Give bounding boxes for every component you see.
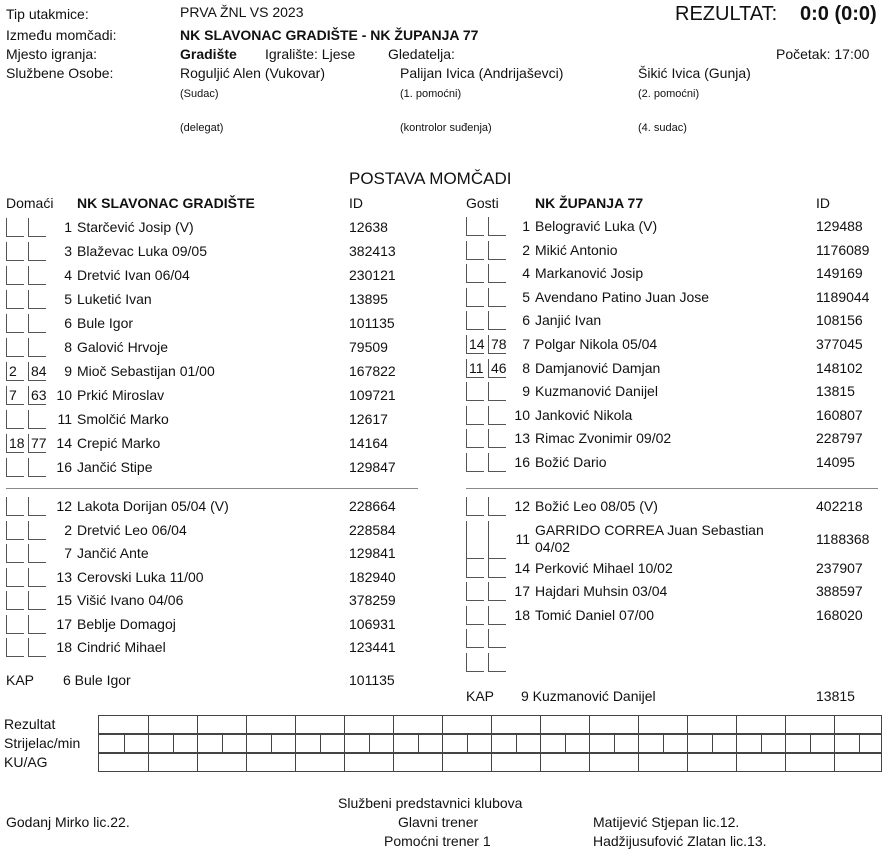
player-id: 123441 [349, 639, 396, 655]
grid-line [638, 754, 639, 771]
predstavnici-title: Službeni predstavnici klubova [338, 795, 523, 811]
home-divider [6, 488, 418, 489]
player-name: Tomić Daniel 07/00 [535, 606, 655, 623]
igraliste: Igralište: Ljese [265, 46, 356, 62]
kontrolor-role: (kontrolor suđenja) [400, 122, 492, 134]
player-id: 228797 [816, 430, 863, 447]
player-name: Damjanović Damjan [535, 359, 661, 376]
player-number: 16 [514, 454, 530, 470]
sub-box-a [6, 544, 24, 563]
player-id: 129841 [349, 545, 396, 561]
grid-line [442, 716, 443, 733]
player-name: Galović Hrvoje [77, 339, 169, 355]
sub-box-b [28, 544, 46, 563]
player-number: 2 [64, 521, 72, 538]
grid-line [344, 754, 345, 771]
grid-line [295, 735, 296, 752]
sub-minute-box: 78 [488, 335, 506, 354]
player-id: 1188368 [816, 530, 870, 547]
grid-line [393, 735, 394, 752]
player-id: 230121 [349, 267, 396, 283]
grid-line [442, 735, 443, 752]
glavni-trener-label: Glavni trener [398, 814, 479, 830]
grid-line [197, 754, 198, 771]
player-id: 382413 [349, 243, 396, 259]
empty-box-a [466, 653, 484, 672]
player-id: 1176089 [816, 241, 870, 258]
player-number: 1 [522, 218, 530, 234]
sub-box-a [466, 521, 484, 559]
grid-line [222, 735, 223, 752]
player-name: Markanović Josip [535, 265, 644, 282]
player-number: 8 [522, 359, 530, 376]
player-name: GARRIDO CORREA Juan Sebastian [535, 521, 764, 538]
player-id: 106931 [349, 615, 396, 632]
sub-in-box [466, 288, 484, 307]
grid-line [344, 716, 345, 733]
player-number: 8 [64, 339, 72, 355]
home-kap-id: 101135 [349, 672, 395, 688]
sub-box-a [466, 559, 484, 578]
sub-in-box [6, 218, 24, 237]
sub-box-a [6, 638, 24, 657]
player-number: 10 [56, 387, 72, 403]
player-id: 101135 [349, 315, 395, 331]
player-number: 11 [515, 530, 530, 547]
sub-minute-box [488, 264, 506, 283]
sub-in-box [466, 264, 484, 283]
player-number: 12 [514, 498, 530, 514]
grid-line [859, 735, 860, 752]
player-number: 3 [64, 243, 72, 259]
sub-minute-box [488, 406, 506, 425]
sub-minute-box [28, 218, 46, 237]
grid-row [98, 753, 882, 772]
player-number: 4 [64, 267, 72, 283]
grid-line [589, 735, 590, 752]
grid-line [614, 735, 615, 752]
sudac-role: (Sudac) [180, 88, 219, 100]
pom1-name: Palijan Ivica (Andrijaševci) [400, 65, 564, 81]
grid-line [785, 716, 786, 733]
sub-in-box: 11 [466, 359, 484, 378]
player-name: Hajdari Muhsin 03/04 [535, 583, 668, 599]
grid-row [98, 734, 882, 753]
grid-line [540, 754, 541, 771]
player-number: 10 [514, 406, 530, 423]
postava-title: POSTAVA MOMČADI [349, 169, 512, 188]
player-name: Jančić Ante [77, 545, 149, 561]
sub-box-b [488, 497, 506, 516]
home-kap: 6 Bule Igor [63, 672, 131, 688]
sub-box-b [28, 568, 46, 587]
player-id: 149169 [816, 265, 863, 282]
sub-in-box [6, 266, 24, 285]
sub-box-a [6, 521, 24, 540]
strijelac-label: Strijelac/min [4, 735, 81, 751]
player-name: Dretvić Leo 06/04 [77, 521, 187, 538]
izmedu-label: Između momčadi: [6, 27, 117, 43]
grid-line [442, 754, 443, 771]
sub-in-box [466, 311, 484, 330]
sudac4-role: (4. sudac) [638, 122, 687, 134]
sub-in-box [6, 290, 24, 309]
grid-line [295, 754, 296, 771]
sub-minute-box: 84 [28, 362, 46, 381]
sub-in-box: 7 [6, 386, 24, 405]
grid-line [834, 735, 835, 752]
grid-line [369, 735, 370, 752]
sub-box-b [488, 559, 506, 578]
player-name: Crepić Marko [77, 435, 161, 451]
player-number: 7 [64, 545, 72, 561]
grid-line [565, 735, 566, 752]
player-name: Božić Leo 08/05 (V) [535, 498, 658, 514]
grid-line [638, 735, 639, 752]
player-name: Božić Dario [535, 454, 607, 470]
sub-in-box [466, 406, 484, 425]
player-id: 13815 [816, 383, 855, 400]
player-id: 129847 [349, 459, 396, 475]
sub-in-box [6, 458, 24, 477]
grid-line [491, 716, 492, 733]
match-teams: NK SLAVONAC GRADIŠTE - NK ŽUPANJA 77 [180, 27, 479, 43]
grid-line [589, 716, 590, 733]
sub-in-box [6, 242, 24, 261]
player-id: 228584 [349, 521, 396, 538]
pom2-name: Šikić Ivica (Gunja) [638, 65, 751, 81]
player-number: 5 [64, 291, 72, 307]
away-kap: 9 Kuzmanović Danijel [521, 688, 656, 704]
player-name: Janjić Ivan [535, 312, 602, 329]
sub-box-b [488, 521, 506, 559]
player-number: 12 [56, 498, 72, 514]
empty-box-b [488, 653, 506, 672]
home-kap-label: KAP [6, 672, 35, 688]
away-id-label: ID [816, 195, 830, 211]
sub-minute-box [488, 241, 506, 260]
pomocni-trener-label: Pomoćni trener 1 [384, 833, 491, 849]
player-id: 168020 [816, 606, 863, 623]
home-team: NK SLAVONAC GRADIŠTE [77, 195, 255, 211]
player-number: 2 [522, 241, 530, 258]
player-number: 6 [522, 312, 530, 329]
grid-line [271, 735, 272, 752]
grid-line [393, 754, 394, 771]
grid-line [663, 735, 664, 752]
sub-minute-box [28, 314, 46, 333]
grid-line [197, 735, 198, 752]
player-number: 4 [522, 265, 530, 282]
player-name: Lakota Dorijan 05/04 (V) [77, 498, 229, 514]
tip-value: PRVA ŽNL VS 2023 [180, 4, 304, 20]
gledatelja: Gledatelja: [388, 46, 455, 62]
pocetak: Početak: 17:00 [776, 46, 870, 62]
player-number: 5 [522, 288, 530, 305]
sub-box-a [466, 582, 484, 601]
sub-in-box [466, 217, 484, 236]
player-name: Dretvić Ivan 06/04 [77, 267, 190, 283]
player-id: 148102 [816, 359, 863, 376]
sub-minute-box: 63 [28, 386, 46, 405]
player-id: 13895 [349, 291, 388, 307]
grid-line [834, 716, 835, 733]
player-id: 109721 [349, 387, 396, 403]
player-id: 12617 [349, 411, 388, 427]
grid-line [810, 735, 811, 752]
grid-line [589, 754, 590, 771]
grid-line [173, 735, 174, 752]
player-number: 17 [56, 615, 72, 632]
player-name: Starčević Josip (V) [77, 219, 194, 235]
grid-line [712, 735, 713, 752]
player-name: Polgar Nikola 05/04 [535, 336, 658, 352]
grid-line [491, 735, 492, 752]
grid-line [148, 716, 149, 733]
sub-minute-box [28, 290, 46, 309]
sub-box-b [488, 606, 506, 625]
sub-box-a [6, 568, 24, 587]
home-id-label: ID [349, 195, 363, 211]
grid-line [736, 735, 737, 752]
pom2-role: (2. pomoćni) [638, 88, 700, 100]
sub-minute-box [28, 338, 46, 357]
home-label: Domaći [6, 195, 54, 211]
empty-box-a [466, 629, 484, 648]
grid-line [393, 716, 394, 733]
kuag-label: KU/AG [4, 754, 48, 770]
sub-in-box [466, 453, 484, 472]
player-name: Jančić Stipe [77, 459, 153, 475]
sub-minute-box [488, 382, 506, 401]
sub-minute-box: 77 [28, 434, 46, 453]
away-divider [466, 488, 878, 489]
player-id: 14095 [816, 454, 855, 470]
player-name: Janković Nikola [535, 406, 633, 423]
away-glavni-trener: Matijević Stjepan lic.12. [593, 814, 740, 830]
sub-in-box [466, 241, 484, 260]
result-value: 0:0 (0:0) [800, 3, 877, 25]
player-id: 402218 [816, 498, 863, 514]
grid-line [687, 754, 688, 771]
sub-minute-box [488, 217, 506, 236]
sub-box-b [28, 638, 46, 657]
player-id: 167822 [349, 363, 396, 379]
grid-line [148, 754, 149, 771]
mjesto-value: Gradište [180, 46, 237, 62]
sub-in-box [6, 314, 24, 333]
player-id: 378259 [349, 592, 396, 608]
player-name: Beblje Domagoj [77, 615, 176, 632]
grid-line [540, 735, 541, 752]
player-id: 12638 [349, 219, 388, 235]
player-id: 388597 [816, 583, 863, 599]
player-number: 7 [522, 336, 530, 352]
player-name: Luketić Ivan [77, 291, 152, 307]
away-kap-label: KAP [466, 688, 495, 704]
sub-box-b [28, 615, 46, 634]
sub-minute-box [488, 311, 506, 330]
grid-line [638, 716, 639, 733]
player-name: Kuzmanović Danijel [535, 383, 658, 400]
player-name: Blaževac Luka 09/05 [77, 243, 207, 259]
grid-line [491, 754, 492, 771]
sub-box-b [488, 582, 506, 601]
player-name: Višić Ivano 04/06 [77, 592, 184, 608]
player-number: 18 [56, 639, 72, 655]
grid-line [761, 735, 762, 752]
player-name: Belogravić Luka (V) [535, 218, 658, 234]
player-number: 17 [514, 583, 530, 599]
tip-label: Tip utakmice: [6, 6, 89, 22]
sub-in-box [466, 382, 484, 401]
sub-box-a [466, 497, 484, 516]
osobe-label: Službene Osobe: [6, 65, 114, 81]
grid-line [320, 735, 321, 752]
player-number: 16 [56, 459, 72, 475]
player-name: Avendano Patino Juan Jose [535, 288, 710, 305]
grid-line [834, 754, 835, 771]
sub-minute-box [28, 266, 46, 285]
player-number: 18 [514, 606, 530, 623]
grid-line [736, 754, 737, 771]
grid-line [687, 735, 688, 752]
player-id: 182940 [349, 568, 396, 585]
pom1-role: (1. pomoćni) [400, 88, 462, 100]
player-id: 1189044 [816, 288, 870, 305]
sub-box-a [6, 497, 24, 516]
sub-box-a [466, 606, 484, 625]
sub-minute-box: 46 [488, 359, 506, 378]
sub-in-box [6, 410, 24, 429]
grid-line [148, 735, 149, 752]
sub-minute-box [28, 242, 46, 261]
grid-line [246, 735, 247, 752]
player-name: Prkić Miroslav [77, 387, 165, 403]
player-name: Mioč Sebastijan 01/00 [77, 363, 215, 379]
sub-minute-box [488, 429, 506, 448]
grid-line [197, 716, 198, 733]
delegat-role: (delegat) [180, 122, 224, 134]
sudac-name: Roguljić Alen (Vukovar) [180, 65, 325, 81]
rezultat-label: Rezultat [4, 716, 56, 732]
player-number: 9 [522, 383, 530, 400]
sub-box-b [28, 497, 46, 516]
sub-box-b [28, 591, 46, 610]
player-name: Bule Igor [77, 315, 134, 331]
sub-box-a [6, 591, 24, 610]
player-number: 11 [57, 411, 72, 427]
player-id: 79509 [349, 339, 388, 355]
sub-in-box: 14 [466, 335, 484, 354]
player-name: Smolčić Marko [77, 411, 169, 427]
player-id: 228664 [349, 498, 396, 514]
player-name: Mikić Antonio [535, 241, 618, 258]
player-number: 6 [64, 315, 72, 331]
grid-line [687, 716, 688, 733]
grid-line [295, 716, 296, 733]
player-id: 377045 [816, 336, 863, 352]
grid-row [98, 715, 882, 734]
grid-line [540, 716, 541, 733]
grid-line [344, 735, 345, 752]
away-pomocni-trener: Hadžijusufović Zlatan lic.13. [593, 833, 767, 849]
player-id: 108156 [816, 312, 863, 329]
sub-in-box [6, 338, 24, 357]
sub-box-b [28, 521, 46, 540]
player-name: Cerovski Luka 11/00 [77, 568, 204, 585]
empty-box-b [488, 629, 506, 648]
player-id: 129488 [816, 218, 863, 234]
sub-in-box: 2 [6, 362, 24, 381]
player-number: 15 [56, 592, 72, 608]
sub-minute-box [28, 458, 46, 477]
player-name-cont: 04/02 [535, 538, 571, 555]
player-number: 14 [514, 559, 530, 576]
grid-line [418, 735, 419, 752]
player-number: 14 [56, 435, 72, 451]
sub-in-box: 18 [6, 434, 24, 453]
sub-box-a [6, 615, 24, 634]
grid-line [516, 735, 517, 752]
result-label: REZULTAT: [675, 3, 778, 25]
player-name: Rimac Zvonimir 09/02 [535, 430, 672, 447]
grid-line [736, 716, 737, 733]
player-id: 14164 [349, 435, 388, 451]
player-number: 1 [64, 219, 72, 235]
home-official: Godanj Mirko lic.22. [6, 814, 130, 830]
grid-line [467, 735, 468, 752]
player-name: Cindrić Mihael [77, 639, 166, 655]
sub-minute-box [488, 288, 506, 307]
away-team: NK ŽUPANJA 77 [535, 195, 644, 211]
player-name: Perković Mihael 10/02 [535, 559, 673, 576]
player-id: 237907 [816, 559, 863, 576]
sub-minute-box [28, 410, 46, 429]
away-label: Gosti [466, 195, 499, 211]
player-number: 13 [514, 430, 530, 447]
sub-in-box [466, 429, 484, 448]
grid-line [785, 735, 786, 752]
mjesto-label: Mjesto igranja: [6, 46, 98, 62]
grid-line [246, 716, 247, 733]
player-number: 9 [64, 363, 72, 379]
away-kap-id: 13815 [816, 688, 855, 704]
player-id: 160807 [816, 406, 863, 423]
grid-line [124, 735, 125, 752]
player-number: 13 [56, 568, 72, 585]
grid-line [246, 754, 247, 771]
grid-line [785, 754, 786, 771]
sub-minute-box [488, 453, 506, 472]
